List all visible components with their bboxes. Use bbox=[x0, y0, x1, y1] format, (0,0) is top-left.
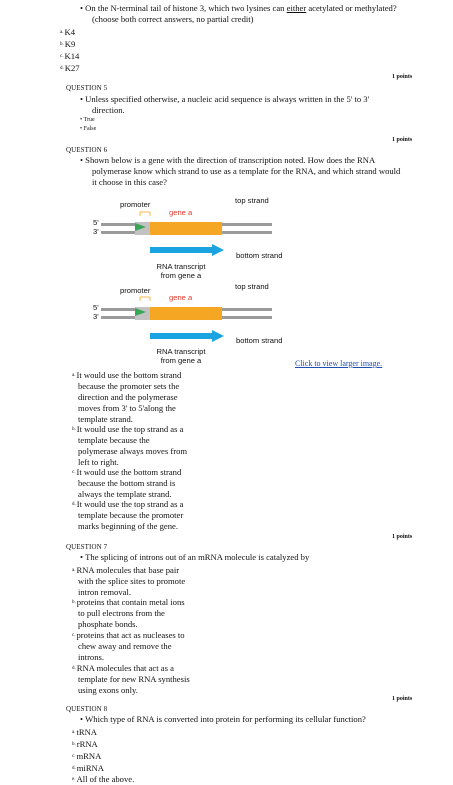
top-strand-right bbox=[222, 223, 272, 226]
rna-arrow-head bbox=[212, 244, 224, 256]
bottom-strand-label: bottom strand bbox=[236, 251, 283, 260]
q4-option-b[interactable]: $^{b.}$K9 bbox=[60, 39, 76, 49]
q6-option-d[interactable]: $^{d.}$It would use the top strand as a template because the promoter marks beginning of the gene. bbox=[72, 499, 184, 531]
q6-option-c[interactable]: $^{c.}$It would use the bottom strand because the bottom strand is always the template strand. bbox=[72, 467, 182, 499]
rna-transcript-label: RNA transcript bbox=[156, 262, 206, 271]
top-strand-right-2 bbox=[222, 308, 272, 311]
q4-option-d[interactable]: $^{d.}$K27 bbox=[60, 63, 80, 73]
top-strand-label-2: top strand bbox=[235, 282, 269, 291]
q8-option-c[interactable]: $^{c.}$mRNA bbox=[72, 751, 102, 761]
q5-prompt: • Unless specified otherwise, a nucleic acid sequence is always written in the 5' to 3' bbox=[80, 94, 370, 104]
q4-prompt: • On the N-terminal tail of histone 3, which two lysines can either acetylated or methylated? bbox=[80, 3, 397, 13]
q5-option-true[interactable]: • True bbox=[80, 117, 95, 123]
rna-transcript-label-3: RNA transcript bbox=[156, 347, 206, 356]
q6-points: 1 points bbox=[392, 534, 413, 540]
q8-header: QUESTION 8 bbox=[66, 705, 108, 713]
diagram-1 bbox=[101, 212, 272, 256]
q6-prompt: • Shown below is a gene with the direction of transcription noted. How does the RNA bbox=[80, 155, 376, 165]
top-strand-label: top strand bbox=[235, 196, 269, 205]
q7-points: 1 points bbox=[392, 696, 413, 702]
three-prime-label-2: 3' bbox=[93, 312, 99, 321]
q8-option-a[interactable]: $^{a.}$tRNA bbox=[72, 727, 98, 737]
promoter-arrow bbox=[135, 223, 146, 231]
q6-header: QUESTION 6 bbox=[66, 146, 108, 154]
q7-option-b[interactable]: $^{b.}$proteins that contain metal ions to pull electrons from the phosphate bonds. bbox=[72, 597, 185, 629]
view-larger-image-link[interactable]: Click to view larger image. bbox=[295, 359, 383, 368]
gene-a-label-2: gene a bbox=[169, 293, 193, 302]
q7-header: QUESTION 7 bbox=[66, 543, 108, 551]
promoter-arrow-2 bbox=[135, 308, 146, 316]
promoter-region bbox=[135, 222, 150, 235]
five-prime-label-2: 5' bbox=[93, 303, 99, 312]
q7-option-d[interactable]: $^{d.}$RNA molecules that act as a template for new RNA synthesis using exons only. bbox=[72, 663, 190, 695]
bottom-strand-left-2 bbox=[101, 316, 135, 319]
q5-header: QUESTION 5 bbox=[66, 84, 108, 92]
three-prime-label: 3' bbox=[93, 227, 99, 236]
q8-option-e[interactable]: $^{e.}$All of the above. bbox=[72, 774, 135, 784]
rna-arrow-head-2 bbox=[212, 330, 224, 342]
q7-option-c[interactable]: $^{c.}$proteins that act as nucleases to chew away and remove the introns. bbox=[72, 630, 185, 662]
q8-option-d[interactable]: $^{d.}$miRNA bbox=[72, 763, 104, 773]
promoter-region-2 bbox=[135, 307, 150, 320]
q6-prompt-3: it choose in this case? bbox=[92, 177, 167, 187]
gene-a-label: gene a bbox=[169, 208, 193, 217]
rna-transcript-arrow bbox=[150, 247, 212, 253]
q7-option-a[interactable]: $^{a.}$RNA molecules that base pair with the splice sites to promote intron removal. bbox=[72, 565, 186, 597]
rna-transcript-label-2: from gene a bbox=[160, 271, 202, 280]
top-strand-left-2 bbox=[101, 308, 135, 311]
q4-points: 1 points bbox=[392, 74, 413, 80]
rna-transcript-label-4: from gene a bbox=[160, 356, 202, 365]
q4-option-a[interactable]: $^{a.}$K4 bbox=[60, 27, 75, 37]
q6-option-a[interactable]: $^{a.}$It would use the bottom strand because the promoter sets the direction and the polymerase moves from 3' to 5'along the template strand. bbox=[72, 370, 182, 424]
rna-transcript-arrow-2 bbox=[150, 333, 212, 339]
five-prime-label: 5' bbox=[93, 218, 99, 227]
q6-prompt-2: polymerase know which strand to use as a template for the RNA, and which strand would bbox=[92, 166, 401, 176]
q4-prompt-note: (choose both correct answers, no partial credit) bbox=[92, 14, 254, 24]
bottom-strand-left bbox=[101, 231, 135, 234]
gene-a-region bbox=[150, 222, 222, 235]
bottom-strand-right-2 bbox=[222, 316, 272, 319]
q5-option-false[interactable]: • False bbox=[80, 126, 97, 132]
promoter-label: promoter bbox=[120, 200, 151, 209]
q5-points: 1 points bbox=[392, 137, 413, 143]
q8-prompt: • Which type of RNA is converted into protein for performing its cellular function? bbox=[80, 714, 366, 724]
q7-prompt: • The splicing of introns out of an mRNA molecule is catalyzed by bbox=[80, 552, 310, 562]
q4-option-c[interactable]: $^{c.}$K14 bbox=[60, 51, 80, 61]
q8-option-b[interactable]: $^{b.}$rRNA bbox=[72, 739, 98, 749]
bottom-strand-right bbox=[222, 231, 272, 234]
q5-prompt-cont: direction. bbox=[92, 105, 125, 115]
q6-option-b[interactable]: $^{b.}$It would use the top strand as a template because the polymerase always moves from left to right. bbox=[72, 424, 188, 467]
bottom-strand-label-2: bottom strand bbox=[236, 336, 283, 345]
top-strand-left bbox=[101, 223, 135, 226]
gene-a-region-2 bbox=[150, 307, 222, 320]
promoter-label-2: promoter bbox=[120, 286, 151, 295]
